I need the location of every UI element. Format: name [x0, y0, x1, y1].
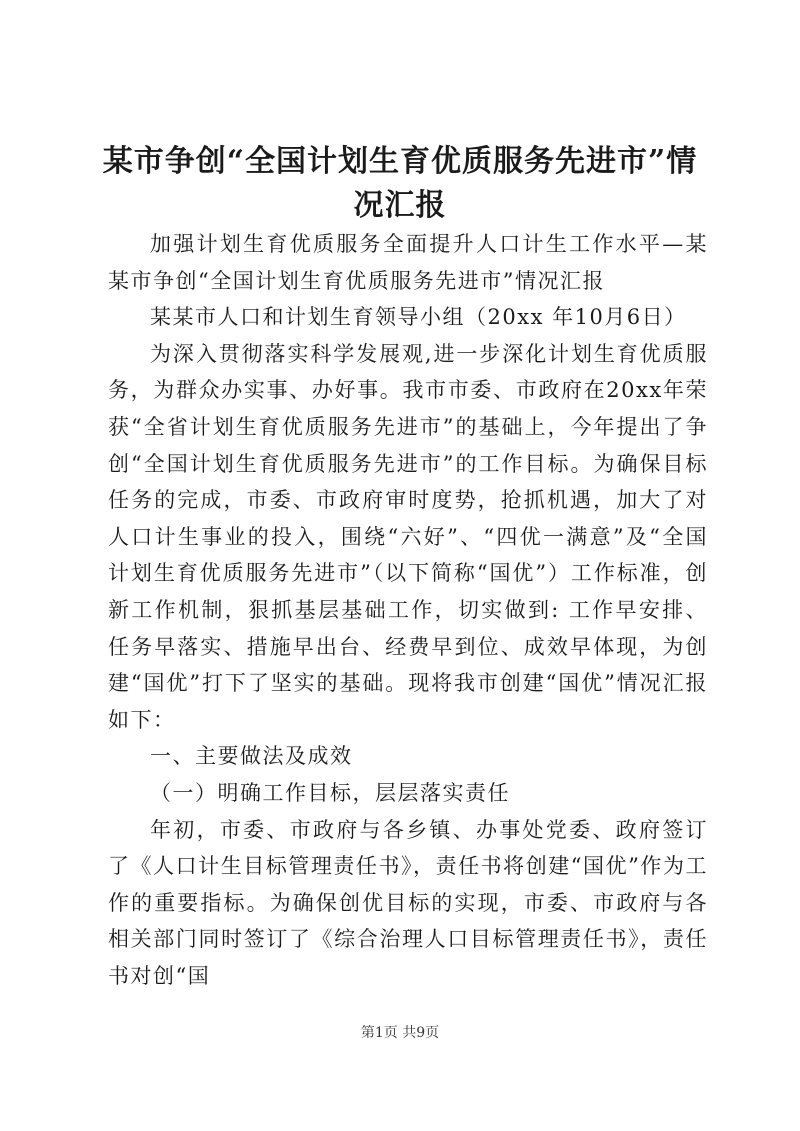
- paragraph-subtitle: 加强计划生育优质服务全面提升人口计生工作水平—某某市争创“全国计划生育优质服务先进市”情况汇报: [108, 232, 708, 293]
- subsection-heading-goals: （一）明确工作目标，层层落实责任: [150, 780, 510, 805]
- paragraph-responsibility: 年初，市委、市政府与各乡镇、办事处党委、政府签订了《人口计生目标管理责任书》，责任书将创建“国优”作为工作的重要指标。为确保创优目标的实现，市委、市政府与各相关部门同时签订了《综合治理人口目标管理责任书》，责任书对创“国: [108, 817, 708, 988]
- document-body: [108, 226, 708, 994]
- section-heading-main-practices: 一、主要做法及成效: [150, 744, 353, 769]
- paragraph-issuer-date: 某某市人口和计划生育领导小组（20xx 年10月6日）: [150, 305, 687, 330]
- page-number-footer: 第1页 共9页: [360, 1025, 440, 1041]
- document-title: 某市争创“全国计划生育优质服务先进市”情况汇报: [102, 144, 698, 223]
- paragraph-introduction: 为深入贯彻落实科学发展观,进一步深化计划生育优质服务，为群众办实事、办好事。我市市委、市政府在20xx年荣获“全省计划生育优质服务先进市”的基础上，今年提出了争创“全国计划生育优质服务先进市”的工作目标。为确保目标任务的完成，市委、市政府审时度势，抢抓机遇，加大了对人口计生事业的投入，围绕“六好”、“四优一满意”及“全国计划生育优质服务先进市”（以下简称“国优”）工作标准，创新工作机制，狠抓基层基础工作，切实做到: 工作早安排、任务早落实、措施早出台、经费早到位、成效早体现，为创建“国优”打下了坚实的基础。现将我市创建“国优”情况汇报如下：: [108, 341, 708, 732]
